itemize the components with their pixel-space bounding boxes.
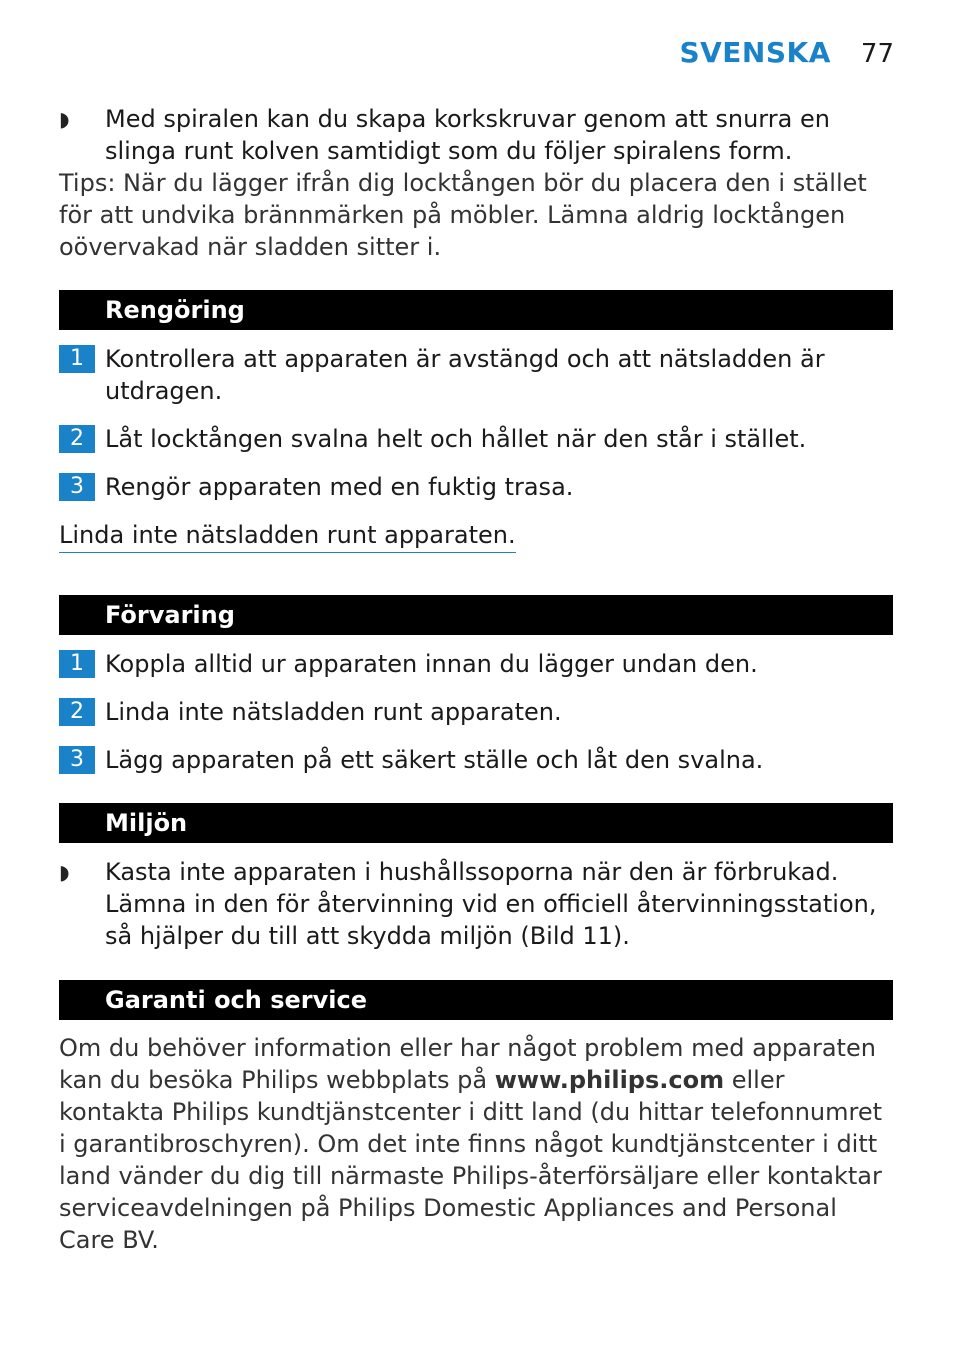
step-number: 3 bbox=[59, 473, 95, 501]
section-bar-cleaning bbox=[59, 290, 893, 330]
section-heading-environment: Miljön bbox=[105, 809, 188, 837]
language-label: SVENSKA bbox=[679, 36, 831, 69]
step-number: 1 bbox=[59, 345, 95, 373]
intro-bullet-text: Med spiralen kan du skapa korkskruvar genom att snurra en slinga runt kolven samtidigt som du följer spiralens form. bbox=[105, 105, 830, 165]
step-number: 3 bbox=[59, 746, 95, 774]
step-text: Linda inte nätsladden runt apparaten. bbox=[105, 698, 562, 726]
environment-bullet bbox=[59, 856, 893, 952]
storage-step bbox=[59, 648, 893, 680]
storage-step bbox=[59, 744, 893, 776]
intro-tip: Tips: När du lägger ifrån dig locktången bör du placera den i stället för att undvika brännmärken på möbler. Lämna aldrig locktången oövervakad när sladden sitter i. bbox=[59, 169, 867, 261]
cleaning-note bbox=[59, 519, 893, 553]
section-heading-cleaning: Rengöring bbox=[105, 296, 245, 324]
step-text: Kontrollera att apparaten är avstängd och att nätsladden är utdragen. bbox=[105, 345, 825, 405]
section-heading-guarantee: Garanti och service bbox=[105, 986, 367, 1014]
section-bar-storage bbox=[59, 595, 893, 635]
step-text: Låt locktången svalna helt och hållet när den står i stället. bbox=[105, 425, 807, 453]
storage-step bbox=[59, 696, 893, 728]
section-heading-storage: Förvaring bbox=[105, 601, 235, 629]
section-bar-guarantee bbox=[59, 980, 893, 1020]
step-number: 2 bbox=[59, 698, 95, 726]
cleaning-step bbox=[59, 423, 893, 455]
cleaning-step bbox=[59, 343, 893, 407]
page-header bbox=[679, 36, 894, 69]
step-text: Koppla alltid ur apparaten innan du lägger undan den. bbox=[105, 650, 758, 678]
section-bar-environment bbox=[59, 803, 893, 843]
bullet-icon: ◗ bbox=[59, 107, 70, 131]
guarantee-text-after: eller kontakta Philips kundtjänstcenter i ditt land (du hittar telefonnumret i garantibroschyren). Om det inte finns något kundtjänstcenter i ditt land vänder du dig till närmaste Philips-återförsäljare eller kontaktar serviceavdelningen på Philips Domestic Appliances and Personal Care BV. bbox=[59, 1066, 883, 1254]
cleaning-note-text: Linda inte nätsladden runt apparaten. bbox=[59, 519, 516, 553]
step-number: 1 bbox=[59, 650, 95, 678]
bullet-icon: ◗ bbox=[59, 860, 70, 884]
page-number: 77 bbox=[860, 39, 894, 69]
guarantee-paragraph bbox=[59, 1032, 893, 1256]
step-text: Lägg apparaten på ett säkert ställe och låt den svalna. bbox=[105, 746, 764, 774]
guarantee-text-before: Om du behöver information eller har något problem med apparaten kan du besöka Philips webbplats på bbox=[59, 1034, 876, 1094]
environment-bullet-text: Kasta inte apparaten i hushållssoporna när den är förbrukad. Lämna in den för återvinning vid en officiell återvinningsstation, så hjälper du till att skydda miljön (Bild 11). bbox=[105, 858, 877, 950]
cleaning-step bbox=[59, 471, 893, 503]
step-text: Rengör apparaten med en fuktig trasa. bbox=[105, 473, 574, 501]
step-number: 2 bbox=[59, 425, 95, 453]
intro-bullet bbox=[59, 103, 893, 167]
website-link[interactable]: www.philips.com bbox=[494, 1066, 725, 1094]
